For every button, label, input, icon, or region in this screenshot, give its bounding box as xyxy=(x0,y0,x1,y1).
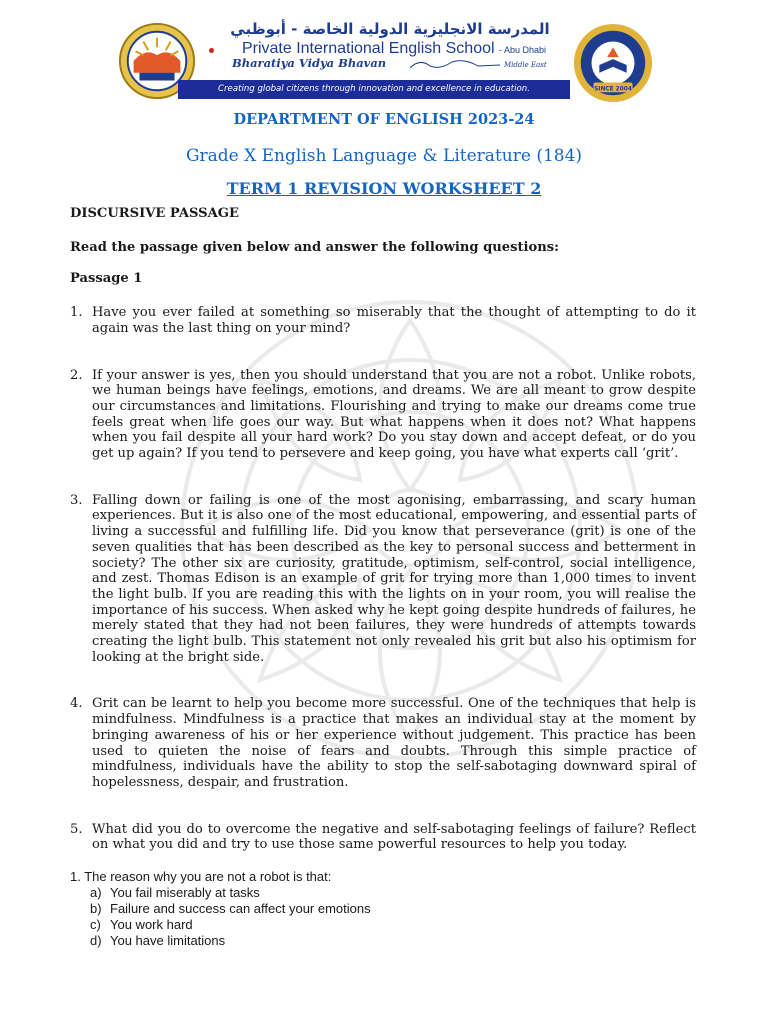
question-text: 1. The reason why you are not a robot is that: xyxy=(70,869,332,885)
passage-paragraph xyxy=(70,696,696,790)
paragraph-number: 2. xyxy=(70,367,83,383)
option-letter: b) xyxy=(90,901,102,917)
answer-option xyxy=(90,933,696,949)
worksheet-body xyxy=(70,206,696,949)
instruction-text: Read the passage given below and answer the following questions: xyxy=(70,239,559,255)
bhavan-badge-logo xyxy=(572,22,654,104)
paragraph-text: What did you do to overcome the negative and self-sabotaging feelings of failure? Reflect on what you did and try to use those same powerful resources to help you today. xyxy=(92,821,696,853)
option-text: You fail miserably at tasks xyxy=(110,885,260,901)
answer-option xyxy=(90,901,696,917)
passage-label: Passage 1 xyxy=(70,271,143,287)
section-label: DISCURSIVE PASSAGE xyxy=(70,206,239,221)
school-name-arabic: المدرسة الانجليزية الدولية الخاصة - أبوظبي xyxy=(230,20,550,38)
answer-option xyxy=(90,917,696,933)
answer-options xyxy=(70,885,696,949)
option-letter: d) xyxy=(90,933,102,949)
paragraph-text: Have you ever failed at something so miserably that the thought of attempting to do it again was the last thing on your mind? xyxy=(92,305,696,336)
paragraph-text: If your answer is yes, then you should understand that you are not a robot. Unlike robots, we human beings have feelings, emotions, and dreams. We are all meant to grow despite our circumstances and limitations. Flourishing and trying to make our dreams come true feels great when life goes our way. But what happens when it does not? What happens when you fail despite all your hard work? Do you stay down and accept defeat, or do you get up again? If you tend to persevere and keep going, you have what experts call ‘grit’. xyxy=(92,367,696,462)
paragraph-text: Grit can be learnt to help you become more successful. One of the techniques that help is mindfulness. Mindfulness is a practice that makes an individual stay at the moment by bringing awareness of his or her experience without judgement. This practice has been used to quieten the noise of fears and doubts. Through this simple practice of mindfulness, individuals have the ability to stop the self-sabotaging downward spiral of hopelessness, despair, and frustration. xyxy=(92,696,696,790)
decorative-dot xyxy=(209,48,214,53)
school-header xyxy=(0,0,768,104)
question-block xyxy=(70,869,696,949)
paragraph-number: 3. xyxy=(70,492,83,508)
paragraph-number: 4. xyxy=(70,696,83,712)
passage-paragraph xyxy=(70,493,696,666)
passage-paragraph xyxy=(70,822,696,853)
option-letter: c) xyxy=(90,917,101,933)
signature-scribble xyxy=(380,56,570,72)
signature-text: Middle East xyxy=(504,61,547,69)
option-text: Failure and success can affect your emotions xyxy=(110,901,371,917)
option-letter: a) xyxy=(90,885,102,901)
worksheet-title: TERM 1 REVISION WORKSHEET 2 xyxy=(226,179,542,198)
affiliation-name: Bharatiya Vidya Bhavan xyxy=(232,56,387,70)
passage-paragraph xyxy=(70,305,696,336)
answer-option xyxy=(90,885,696,901)
tagline-banner: Creating global citizens through innovation and excellence in education. xyxy=(178,80,570,99)
paragraph-number: 5. xyxy=(70,821,83,837)
badge-text: SINCE 2004 xyxy=(594,86,632,93)
option-text: You have limitations xyxy=(110,933,226,949)
department-heading: DEPARTMENT OF ENGLISH 2023-24 xyxy=(233,111,535,128)
school-location: - Abu Dhabi xyxy=(499,45,547,55)
school-name-text: Private International English School xyxy=(241,40,495,57)
paragraph-number: 1. xyxy=(70,305,83,321)
course-title: Grade X English Language & Literature (184) xyxy=(185,146,583,166)
option-text: You work hard xyxy=(110,917,193,933)
paragraph-text: Falling down or failing is one of the most agonising, embarrassing, and scary human experiences. But it is also one of the most educational, empowering, and essential parts of living a successful and fulfilling life. Did you know that perseverance (grit) is one of the seven qualities that has been described as the key to personal success and betterment in society? The other six are curiosity, gratitude, optimism, self-control, social intelligence, and zest. Thomas Edison is an example of grit for trying more than 1,000 times to invent the light bulb. If you are reading this with the lights on in your room, you will realise the importance of his success. When asked why he kept going despite hundreds of failures, he merely stated that they had not been failures, they were hundreds of attempts towards creating the light bulb. This statement not only revealed his grit but also his optimism for looking at the bright side. xyxy=(92,492,696,665)
passage-paragraph xyxy=(70,368,696,462)
